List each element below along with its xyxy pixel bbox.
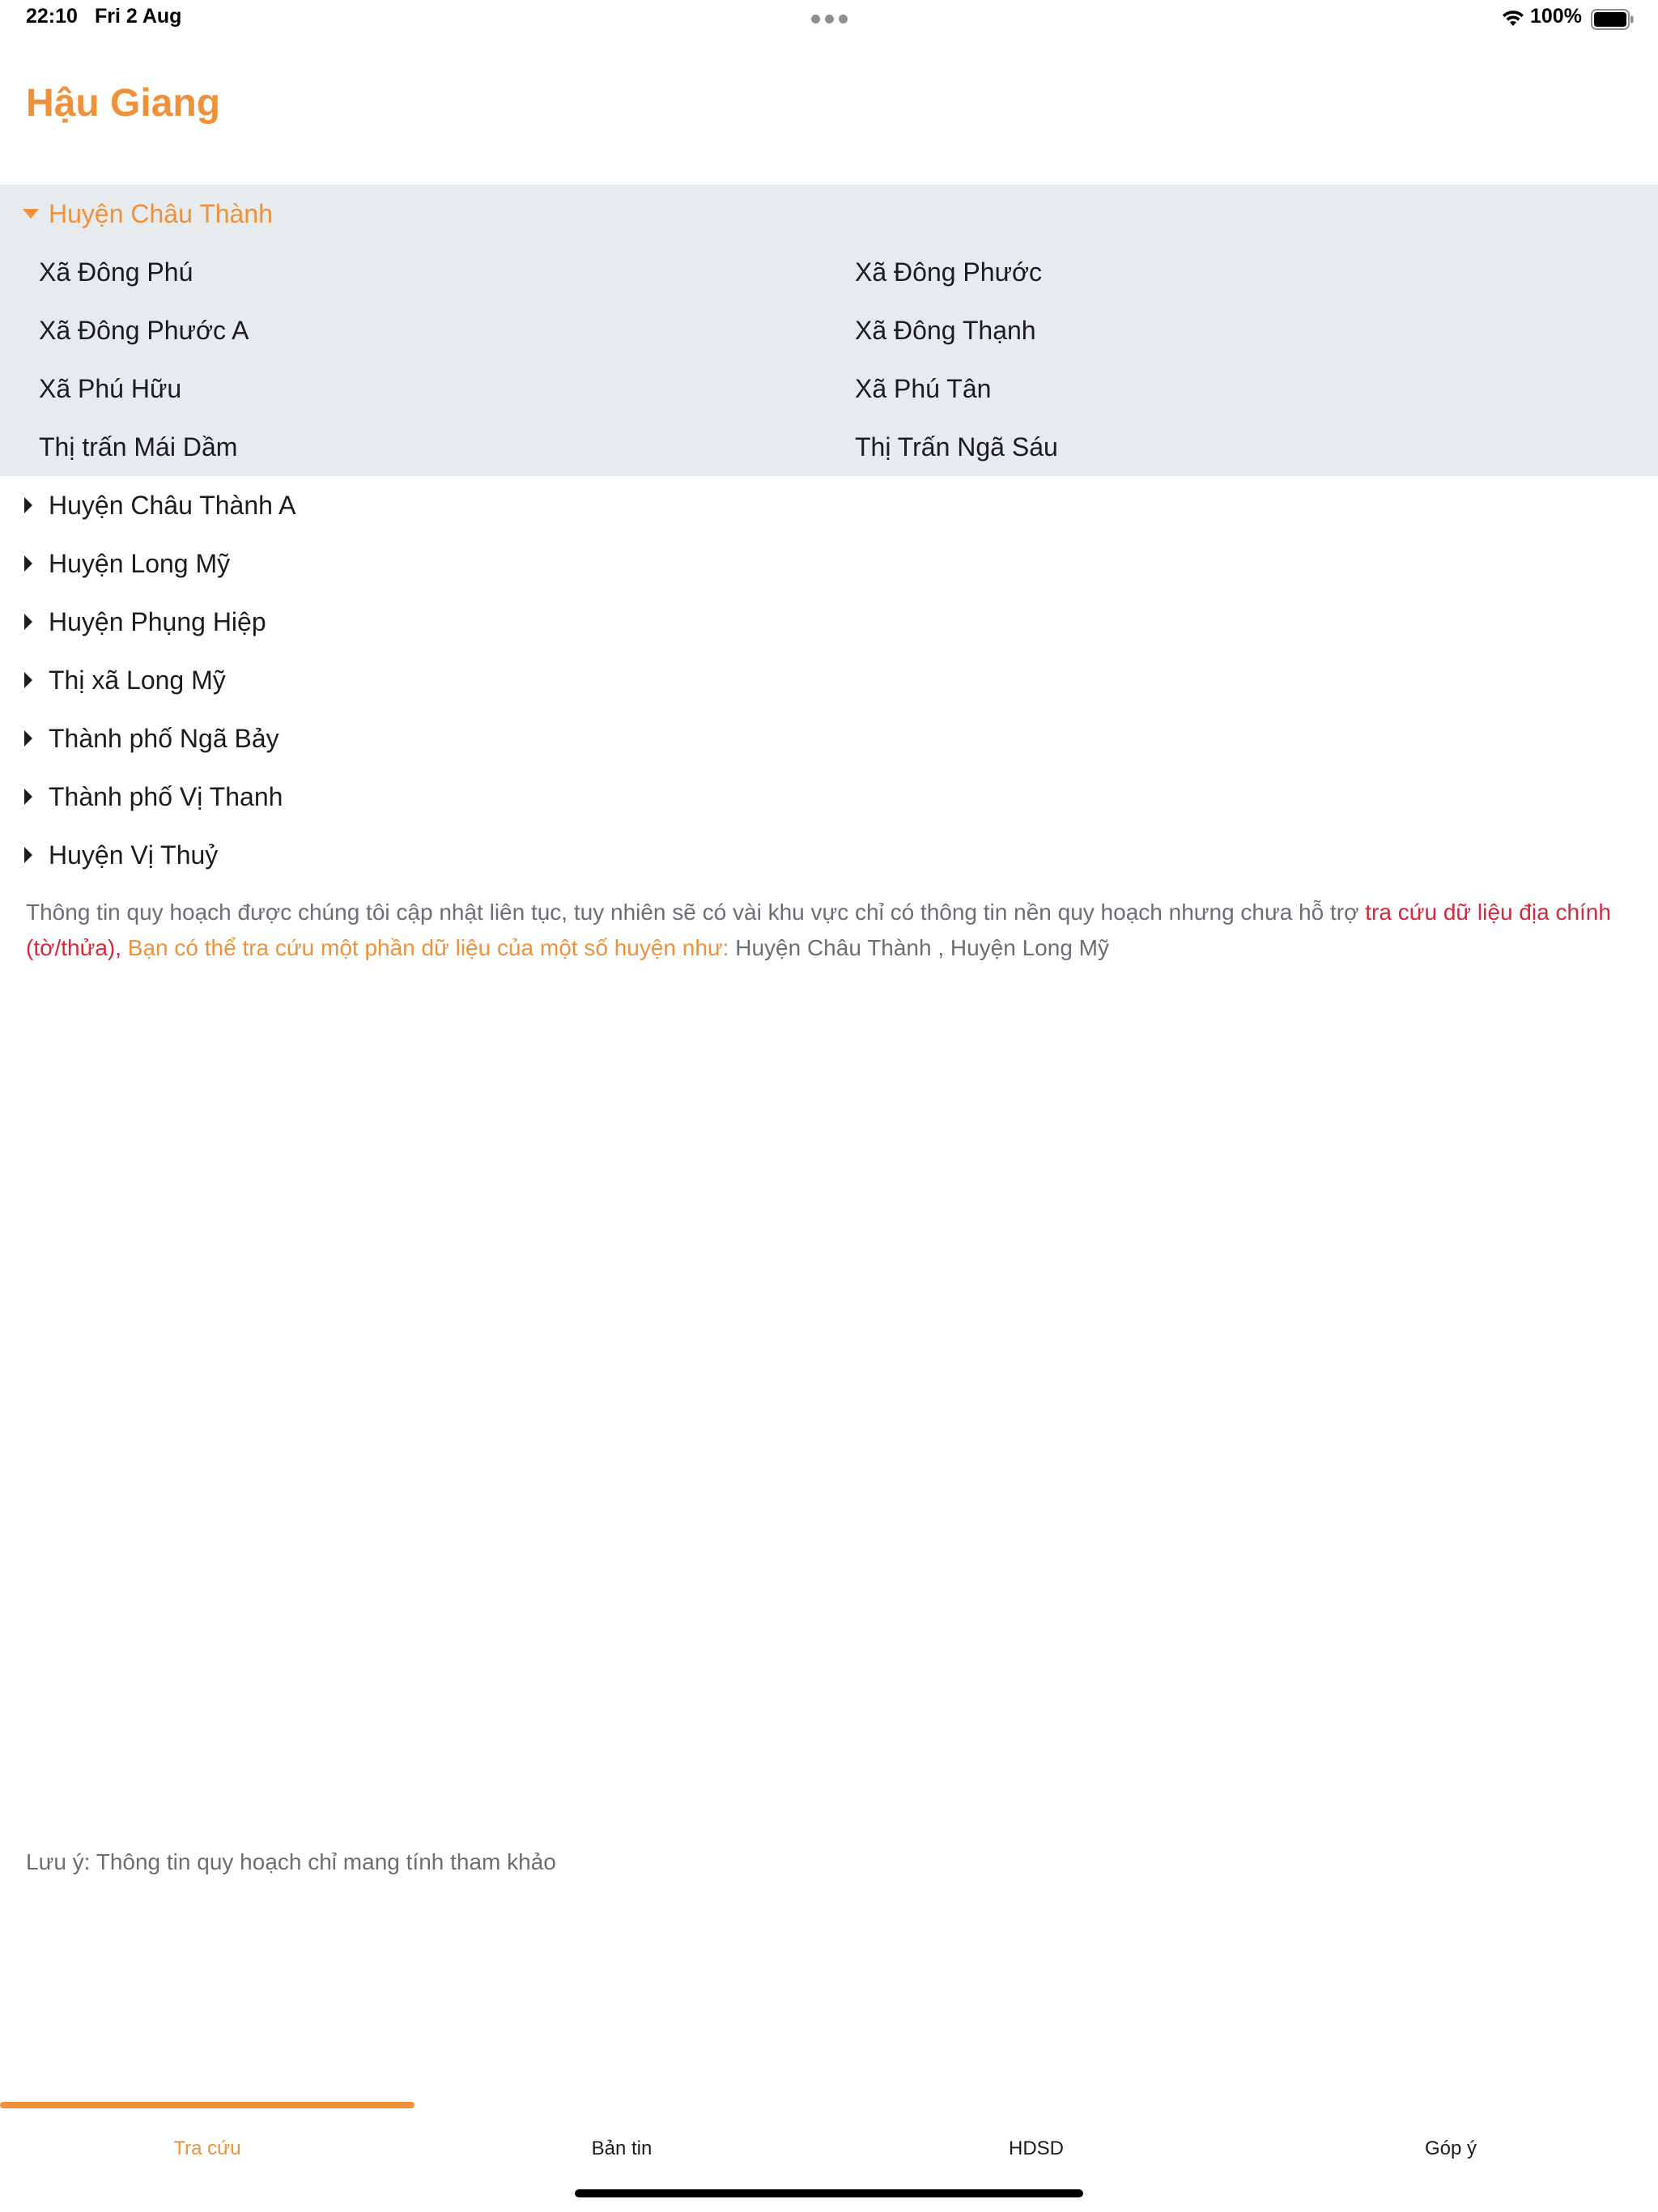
district-list xyxy=(0,185,1658,884)
info-note-text: Thông tin quy hoạch được chúng tôi cập nhật liên tục, tuy nhiên sẽ có vài khu vực chỉ có thông tin nền quy hoạch nhưng chưa hỗ trợ xyxy=(26,900,1366,925)
caret-right-icon xyxy=(24,847,32,863)
ward-item[interactable]: Xã Phú Tân xyxy=(855,373,992,403)
status-date: Fri 2 Aug xyxy=(95,5,182,28)
district-item-nga-bay[interactable] xyxy=(0,709,1658,768)
district-label: Thành phố Vị Thanh xyxy=(49,781,283,811)
tab-tra-cuu[interactable]: Tra cứu xyxy=(173,2138,241,2159)
district-label: Huyện Long Mỹ xyxy=(49,548,231,578)
caret-right-icon xyxy=(24,614,32,630)
ward-item[interactable]: Xã Đông Phú xyxy=(39,257,193,287)
caret-down-icon xyxy=(23,209,39,219)
multitask-dots-icon[interactable] xyxy=(811,15,848,23)
ward-item[interactable]: Xã Đông Thạnh xyxy=(855,315,1036,345)
status-bar xyxy=(0,0,1658,39)
page-title: Hậu Giang xyxy=(26,82,221,125)
caret-right-icon xyxy=(24,555,32,572)
active-tab-indicator xyxy=(0,2102,414,2108)
ward-item[interactable]: Xã Đông Phước xyxy=(855,257,1042,287)
district-item-phung-hiep[interactable] xyxy=(0,593,1658,651)
ward-grid xyxy=(0,243,1658,476)
district-item-thi-xa-long-my[interactable] xyxy=(0,651,1658,709)
battery-percentage: 100% xyxy=(1530,5,1582,28)
district-item-chau-thanh-a[interactable] xyxy=(0,476,1658,534)
info-note xyxy=(26,895,1629,966)
tab-ban-tin[interactable]: Bản tin xyxy=(591,2138,653,2159)
battery-icon xyxy=(1591,9,1635,30)
wifi-icon xyxy=(1501,8,1525,28)
caret-right-icon xyxy=(24,672,32,688)
district-label: Thành phố Ngã Bảy xyxy=(49,723,279,753)
caret-right-icon xyxy=(24,730,32,747)
district-label: Huyện Phụng Hiệp xyxy=(49,606,266,636)
partial-data-note: Bạn có thể tra cứu một phần dữ liệu của một số huyện như: xyxy=(121,935,729,960)
ward-item[interactable]: Thị Trấn Ngã Sáu xyxy=(855,432,1058,462)
district-item-long-my[interactable] xyxy=(0,534,1658,593)
district-label: Huyện Châu Thành A xyxy=(49,490,296,520)
cadastral-lookup-link[interactable]: tra cứu dữ liệu địa chính (tờ/thửa), xyxy=(26,900,1611,960)
tab-hdsd[interactable]: HDSD xyxy=(1008,2138,1064,2159)
caret-right-icon xyxy=(24,789,32,805)
home-indicator[interactable] xyxy=(575,2189,1083,2197)
district-item-vi-thuy[interactable] xyxy=(0,826,1658,884)
tab-gop-y[interactable]: Góp ý xyxy=(1424,2138,1477,2159)
district-item-chau-thanh[interactable] xyxy=(0,185,1658,243)
status-time: 22:10 xyxy=(26,5,78,28)
caret-right-icon xyxy=(24,497,32,513)
disclaimer: Lưu ý: Thông tin quy hoạch chỉ mang tính tham khảo xyxy=(26,1849,556,1874)
supported-districts-text: Huyện Châu Thành , Huyện Long Mỹ xyxy=(729,935,1109,960)
district-label: Huyện Châu Thành xyxy=(49,198,273,228)
district-section-expanded xyxy=(0,185,1658,476)
ward-item[interactable]: Thị trấn Mái Dầm xyxy=(39,432,238,462)
district-item-vi-thanh[interactable] xyxy=(0,768,1658,826)
district-label: Huyện Vị Thuỷ xyxy=(49,840,219,870)
ward-item[interactable]: Xã Phú Hữu xyxy=(39,373,182,403)
ward-item[interactable]: Xã Đông Phước A xyxy=(39,315,249,345)
district-label: Thị xã Long Mỹ xyxy=(49,665,226,695)
